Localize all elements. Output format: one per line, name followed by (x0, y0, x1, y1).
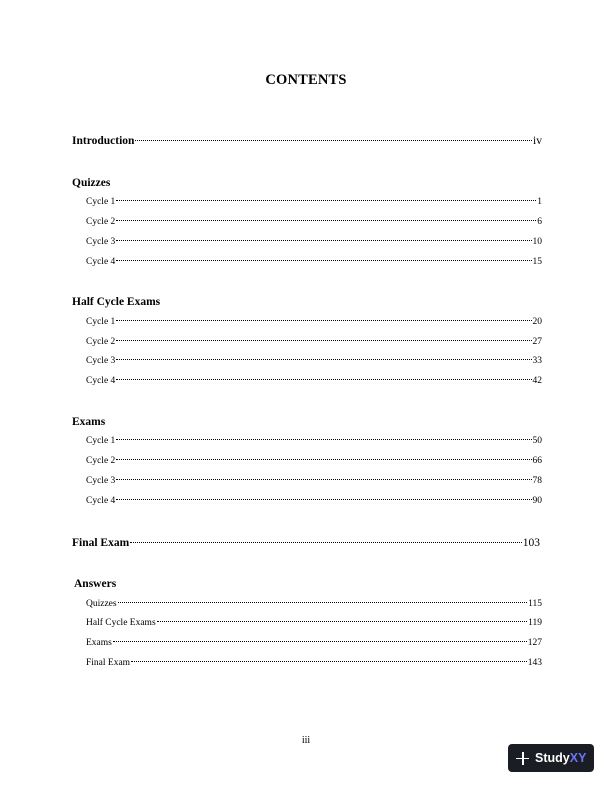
toc-entry[interactable] (86, 496, 542, 506)
toc-entry[interactable] (86, 337, 542, 347)
section-heading-answers: Answers (74, 578, 117, 590)
dot-leader (131, 661, 527, 662)
toc-entry-label: Cycle 2 (86, 337, 116, 347)
dot-leader (118, 602, 527, 603)
toc-entry-label: Quizzes (86, 599, 117, 609)
toc-entry[interactable] (86, 197, 542, 207)
toc-entry[interactable] (86, 317, 542, 327)
page-number: iii (301, 735, 311, 746)
toc-entry-page: 115 (528, 599, 542, 609)
toc-entry-page: iv (533, 135, 542, 147)
dot-leader (116, 459, 531, 460)
page-title: CONTENTS (265, 72, 347, 88)
toc-entry-label: Cycle 1 (86, 436, 116, 446)
toc-entry-page: 15 (532, 257, 542, 267)
toc-entry-page: 119 (528, 618, 542, 628)
toc-entry-page: 78 (532, 476, 542, 486)
toc-entry-label: Cycle 4 (86, 496, 116, 506)
toc-entry-page: 42 (532, 376, 542, 386)
toc-entry-final-exam[interactable] (72, 537, 540, 549)
toc-entry[interactable] (86, 476, 542, 486)
section-heading-exams: Exams (72, 416, 106, 428)
toc-entry[interactable] (86, 376, 542, 386)
dot-leader (116, 439, 531, 440)
badge-text-study: Study (535, 751, 570, 765)
toc-entry-label: Half Cycle Exams (86, 618, 156, 628)
toc-entry-introduction[interactable] (72, 135, 542, 147)
toc-entry[interactable] (86, 638, 542, 648)
toc-entry-label: Cycle 1 (86, 197, 116, 207)
toc-entry-label: Cycle 2 (86, 456, 116, 466)
toc-entry-page: 127 (527, 638, 542, 648)
dot-leader (116, 240, 531, 241)
toc-entry-label: Cycle 4 (86, 257, 116, 267)
toc-entry-page: 20 (532, 317, 542, 327)
dot-leader (157, 621, 527, 622)
badge-text-xy: XY (569, 751, 587, 765)
toc-entry[interactable] (86, 436, 542, 446)
toc-entry-label: Final Exam (72, 537, 130, 549)
toc-entry-page: 27 (532, 337, 542, 347)
section-heading-half-cycle-exams: Half Cycle Exams (72, 296, 161, 308)
dot-leader (116, 220, 536, 221)
section-heading-quizzes: Quizzes (72, 177, 111, 189)
dot-leader (116, 320, 531, 321)
dot-leader (116, 379, 531, 380)
toc-entry-page: 1 (537, 197, 542, 207)
toc-entry-page: 6 (537, 217, 542, 227)
toc-entry-label: Cycle 4 (86, 376, 116, 386)
dot-leader (116, 499, 531, 500)
toc-entry-page: 90 (532, 496, 542, 506)
toc-entry-page: 10 (532, 237, 542, 247)
dot-leader (116, 340, 531, 341)
toc-entry-label: Cycle 3 (86, 237, 116, 247)
toc-entry-label: Cycle 3 (86, 476, 116, 486)
plus-icon (516, 752, 529, 765)
toc-entry-page: 50 (532, 436, 542, 446)
dot-leader (116, 359, 531, 360)
toc-entry[interactable] (86, 237, 542, 247)
studyxy-badge[interactable] (508, 744, 594, 772)
dot-leader (113, 641, 527, 642)
dot-leader (116, 260, 531, 261)
dot-leader (135, 140, 532, 141)
toc-entry-label: Cycle 1 (86, 317, 116, 327)
toc-entry-label: Introduction (72, 135, 135, 147)
toc-entry[interactable] (86, 658, 542, 668)
toc-entry[interactable] (86, 456, 542, 466)
toc-entry[interactable] (86, 217, 542, 227)
toc-entry[interactable] (86, 257, 542, 267)
dot-leader (116, 479, 531, 480)
toc-entry-label: Exams (86, 638, 112, 648)
toc-entry-page: 103 (522, 537, 540, 549)
toc-entry[interactable] (86, 618, 542, 628)
dot-leader (116, 200, 536, 201)
toc-entry-label: Cycle 2 (86, 217, 116, 227)
toc-entry[interactable] (86, 356, 542, 366)
toc-entry[interactable] (86, 599, 542, 609)
dot-leader (130, 542, 522, 543)
toc-entry-label: Final Exam (86, 658, 131, 668)
toc-entry-page: 66 (532, 456, 542, 466)
toc-entry-page: 143 (527, 658, 542, 668)
toc-entry-page: 33 (532, 356, 542, 366)
toc-entry-label: Cycle 3 (86, 356, 116, 366)
